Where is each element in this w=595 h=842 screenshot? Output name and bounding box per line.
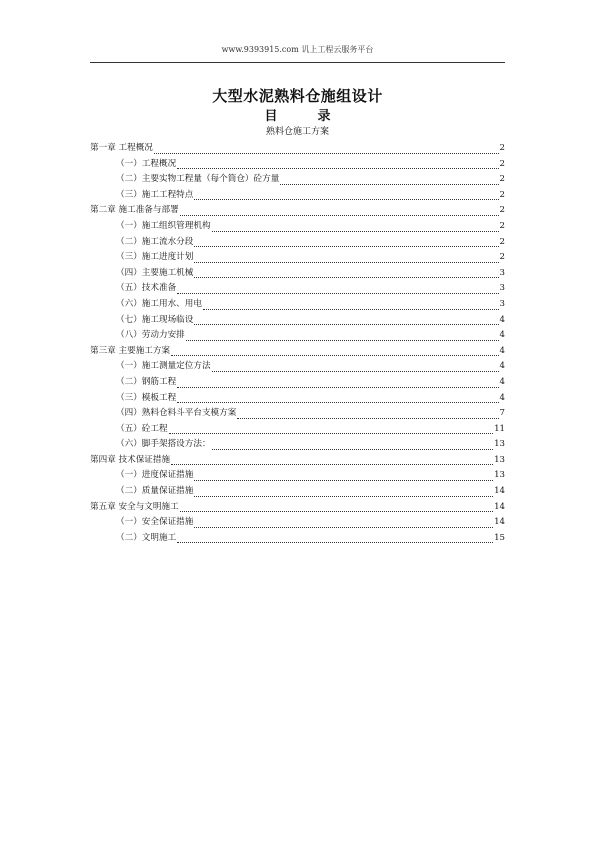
toc-page-number: 14 <box>494 501 505 512</box>
toc-dot-leader <box>177 293 498 294</box>
toc-page-number: 2 <box>499 205 505 216</box>
toc-section-entry[interactable] <box>90 531 505 547</box>
document-subtitle: 熟料仓施工方案 <box>265 127 329 137</box>
toc-section-entry[interactable] <box>90 297 505 313</box>
toc-entry-label: （三）模板工程 <box>116 392 177 403</box>
toc-entry-label: （一）进度保证措施 <box>116 470 194 481</box>
toc-page-number: 2 <box>499 174 505 185</box>
toc-dot-leader <box>177 542 493 543</box>
toc-dot-leader <box>212 449 494 450</box>
toc-section-entry[interactable] <box>90 219 505 235</box>
toc-dot-leader <box>237 418 498 419</box>
toc-dot-leader <box>194 246 498 247</box>
toc-page-number: 2 <box>499 143 505 153</box>
toc-section-entry[interactable] <box>90 266 505 282</box>
toc-page-number: 2 <box>499 220 505 231</box>
header-divider <box>90 62 505 63</box>
toc-entry-label: （一）施工组织管理机构 <box>116 220 211 231</box>
toc-dot-leader <box>212 371 499 372</box>
toc-page-number: 14 <box>494 517 505 528</box>
toc-entry-label: 第五章 安全与文明施工 <box>90 501 179 512</box>
toc-entry-label: （八）劳动力安排 <box>116 330 185 341</box>
toc-section-entry[interactable] <box>90 359 505 375</box>
toc-dot-leader <box>171 464 493 465</box>
toc-chapter-entry[interactable] <box>90 500 505 516</box>
toc-page-number: 13 <box>494 470 505 481</box>
toc-heading-left: 目 <box>264 109 278 124</box>
toc-page-number: 15 <box>494 532 505 543</box>
toc-entry-label: （五）技术准备 <box>116 283 177 294</box>
toc-page-number: 2 <box>499 189 505 200</box>
toc-dot-leader <box>194 324 498 325</box>
toc-page-number: 4 <box>499 330 505 341</box>
toc-section-entry[interactable] <box>90 406 505 422</box>
toc-dot-leader <box>280 184 498 185</box>
toc-entry-label: （一）工程概况 <box>116 158 177 169</box>
toc-entry-label: （一）施工测量定位方法 <box>116 361 211 372</box>
toc-entry-label: 第三章 主要施工方案 <box>90 345 171 356</box>
toc-dot-leader <box>212 231 499 232</box>
toc-chapter-entry[interactable] <box>90 141 505 157</box>
toc-dot-leader <box>177 387 498 388</box>
toc-page-number: 2 <box>499 236 505 247</box>
toc-page-number: 4 <box>499 361 505 372</box>
toc-entry-label: （三）施工工程特点 <box>116 189 194 200</box>
toc-dot-leader <box>180 511 493 512</box>
toc-page-number: 4 <box>499 314 505 325</box>
toc-dot-leader <box>154 153 499 154</box>
toc-section-entry[interactable] <box>90 391 505 407</box>
toc-dot-leader <box>194 277 498 278</box>
toc-entry-label: （四）主要施工机械 <box>116 267 194 278</box>
toc-section-entry[interactable] <box>90 515 505 531</box>
toc-page-number: 3 <box>499 267 505 278</box>
toc-page-number: 13 <box>494 454 505 465</box>
toc-entry-label: （三）施工进度计划 <box>116 252 194 263</box>
toc-chapter-entry[interactable] <box>90 453 505 469</box>
toc-entry-label: 第四章 技术保证措施 <box>90 454 171 465</box>
toc-section-entry[interactable] <box>90 188 505 204</box>
page-header: www.9393915.com 讥上工程云服务平台 <box>221 45 374 54</box>
toc-section-entry[interactable] <box>90 437 505 453</box>
table-of-contents <box>90 141 505 546</box>
toc-entry-label: （二）施工流水分段 <box>116 236 194 247</box>
toc-entry-label: （二）主要实物工程量（每个筒仓）砼方量 <box>116 174 280 185</box>
toc-dot-leader <box>171 355 498 356</box>
toc-dot-leader <box>194 527 493 528</box>
toc-dot-leader <box>169 433 493 434</box>
toc-page-number: 3 <box>499 298 505 309</box>
toc-page-number: 4 <box>499 345 505 356</box>
toc-entry-label: （一）安全保证措施 <box>116 517 194 528</box>
toc-chapter-entry[interactable] <box>90 203 505 219</box>
toc-section-entry[interactable] <box>90 313 505 329</box>
toc-dot-leader <box>194 496 493 497</box>
toc-entry-label: （二）文明施工 <box>116 532 177 543</box>
toc-section-entry[interactable] <box>90 235 505 251</box>
toc-section-entry[interactable] <box>90 157 505 173</box>
toc-section-entry[interactable] <box>90 250 505 266</box>
toc-page-number: 14 <box>494 486 505 497</box>
toc-entry-label: 第一章 工程概况 <box>90 143 153 153</box>
toc-entry-label: （五）砼工程 <box>116 423 168 434</box>
toc-section-entry[interactable] <box>90 422 505 438</box>
toc-heading-right: 录 <box>317 109 331 124</box>
toc-dot-leader <box>186 340 499 341</box>
toc-section-entry[interactable] <box>90 375 505 391</box>
toc-entry-label: （二）钢筋工程 <box>116 376 177 387</box>
toc-page-number: 13 <box>494 439 505 450</box>
toc-dot-leader <box>203 309 499 310</box>
toc-entry-label: 第二章 施工准备与部署 <box>90 205 179 216</box>
toc-dot-leader <box>177 168 498 169</box>
toc-entry-label: （七）施工现场临设 <box>116 314 194 325</box>
toc-section-entry[interactable] <box>90 468 505 484</box>
toc-entry-label: （二）质量保证措施 <box>116 486 194 497</box>
toc-section-entry[interactable] <box>90 172 505 188</box>
toc-section-entry[interactable] <box>90 328 505 344</box>
toc-chapter-entry[interactable] <box>90 344 505 360</box>
toc-entry-label: （四）熟料仓料斗平台支模方案 <box>116 408 237 419</box>
toc-page-number: 2 <box>499 252 505 263</box>
toc-page-number: 2 <box>499 158 505 169</box>
toc-section-entry[interactable] <box>90 281 505 297</box>
toc-page-number: 4 <box>499 376 505 387</box>
toc-dot-leader <box>194 262 498 263</box>
toc-section-entry[interactable] <box>90 484 505 500</box>
toc-page-number: 11 <box>494 423 505 434</box>
toc-page-number: 7 <box>499 408 505 419</box>
toc-dot-leader <box>177 402 498 403</box>
toc-page-number: 3 <box>499 283 505 294</box>
toc-entry-label: （六）施工用水、用电 <box>116 298 202 309</box>
toc-page-number: 4 <box>499 392 505 403</box>
toc-dot-leader <box>194 480 493 481</box>
toc-dot-leader <box>180 215 499 216</box>
toc-entry-label: （六）脚手架搭设方法： <box>116 439 211 450</box>
toc-dot-leader <box>194 199 498 200</box>
toc-heading <box>0 105 595 124</box>
document-title: 大型水泥熟料仓施组设计 <box>212 87 383 105</box>
